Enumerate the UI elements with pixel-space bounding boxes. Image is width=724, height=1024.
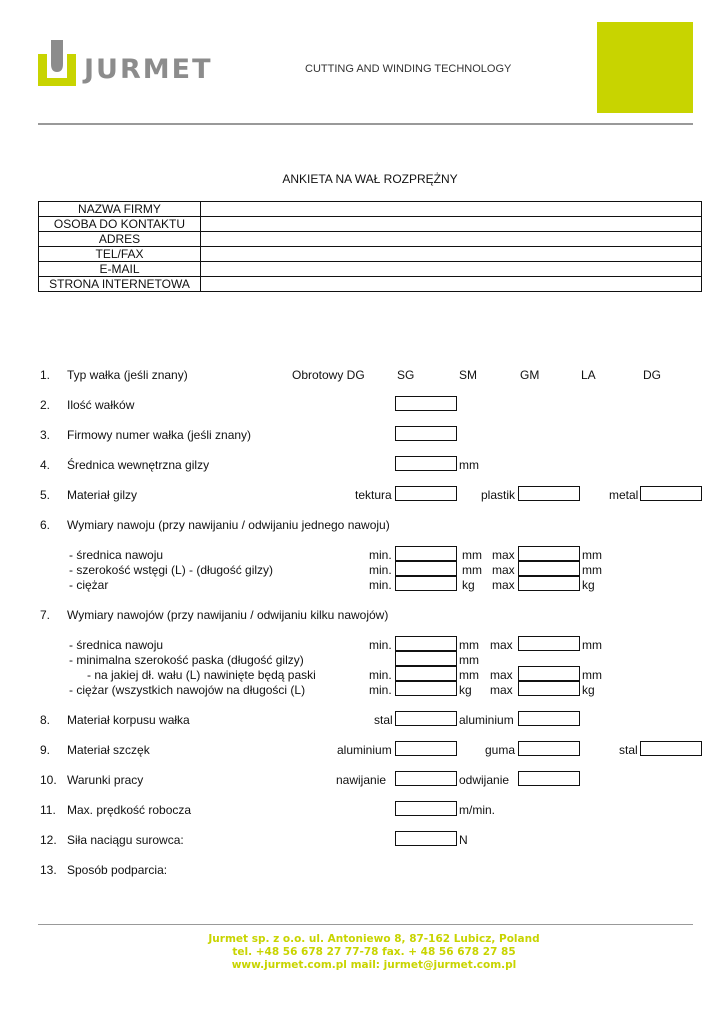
min-field[interactable] bbox=[395, 576, 457, 591]
steel-field[interactable] bbox=[395, 711, 457, 726]
unit-label: kg bbox=[582, 578, 595, 592]
question-text: Wymiary nawojów (przy nawijaniu / odwijaniu kilku nawojów) bbox=[67, 608, 389, 622]
brand-name: JURMET bbox=[84, 54, 213, 85]
question-text: Średnica wewnętrzna gilzy bbox=[67, 458, 210, 472]
min-field[interactable] bbox=[395, 561, 457, 576]
footer-divider bbox=[38, 924, 693, 925]
min-field[interactable] bbox=[395, 636, 457, 651]
option-label: nawijanie bbox=[336, 773, 387, 787]
contact-label: E-MAIL bbox=[39, 262, 201, 277]
max-field[interactable] bbox=[518, 546, 580, 561]
unit-label: m/min. bbox=[459, 803, 495, 817]
question-text: Siła naciągu surowca: bbox=[67, 833, 184, 847]
min-label: min. bbox=[369, 668, 392, 682]
aluminium-field[interactable] bbox=[518, 711, 580, 726]
steel-field[interactable] bbox=[640, 741, 702, 756]
unit-label: mm bbox=[462, 563, 482, 577]
row-label: - szerokość wstęgi (L) - (długość gilzy) bbox=[69, 563, 274, 577]
max-speed-field[interactable] bbox=[395, 801, 457, 816]
question-text: Max. prędkość robocza bbox=[67, 803, 192, 817]
unit-label: kg bbox=[459, 683, 472, 697]
header-divider bbox=[38, 123, 693, 125]
unit-label: mm bbox=[582, 548, 602, 562]
core-diameter-field[interactable] bbox=[395, 456, 457, 471]
table-row bbox=[39, 277, 702, 292]
max-label: max bbox=[490, 683, 513, 697]
row-label: - ciężar bbox=[69, 578, 109, 592]
max-field[interactable] bbox=[518, 576, 580, 591]
option-label: plastik bbox=[481, 488, 516, 502]
contact-field[interactable] bbox=[201, 247, 702, 262]
table-row bbox=[39, 217, 702, 232]
roller-type-option[interactable]: SM bbox=[459, 368, 477, 382]
unwinding-field[interactable] bbox=[518, 771, 580, 786]
option-label: aluminium bbox=[337, 743, 392, 757]
aluminium-field[interactable] bbox=[395, 741, 457, 756]
table-row bbox=[39, 202, 702, 217]
max-field[interactable] bbox=[518, 561, 580, 576]
max-label: max bbox=[490, 668, 513, 682]
footer-phone: tel. +48 56 678 27 77-78 fax. + 48 56 678 27 85 bbox=[232, 946, 516, 958]
roller-number-field[interactable] bbox=[395, 426, 457, 441]
roller-type-option[interactable]: GM bbox=[520, 368, 540, 382]
question-number: 9. bbox=[40, 743, 51, 757]
question-number: 8. bbox=[40, 713, 51, 727]
row-label: - średnica nawoju bbox=[69, 638, 164, 652]
metal-field[interactable] bbox=[640, 486, 702, 501]
tension-field[interactable] bbox=[395, 831, 457, 846]
question-number: 1. bbox=[40, 368, 51, 382]
tagline: CUTTING AND WINDING TECHNOLOGY bbox=[305, 63, 512, 75]
row-label: - minimalna szerokość paska (długość gilzy) bbox=[69, 653, 304, 667]
page-title: ANKIETA NA WAŁ ROZPRĘŻNY bbox=[282, 172, 458, 186]
option-label: aluminium bbox=[459, 713, 514, 727]
contact-label: NAZWA FIRMY bbox=[39, 202, 201, 217]
question-number: 13. bbox=[40, 863, 57, 877]
roller-type-option[interactable]: SG bbox=[397, 368, 415, 382]
question-number: 12. bbox=[40, 833, 57, 847]
option-label: tektura bbox=[355, 488, 392, 502]
min-field[interactable] bbox=[395, 681, 457, 696]
max-field[interactable] bbox=[518, 666, 580, 681]
table-row bbox=[39, 232, 702, 247]
question-text: Ilość wałków bbox=[67, 398, 135, 412]
question-text: Firmowy numer wałka (jeśli znany) bbox=[67, 428, 252, 442]
min-field[interactable] bbox=[395, 666, 457, 681]
option-label: metal bbox=[609, 488, 639, 502]
cardboard-field[interactable] bbox=[395, 486, 457, 501]
min-label: min. bbox=[369, 683, 392, 697]
min-label: min. bbox=[369, 548, 392, 562]
min-label: min. bbox=[369, 563, 392, 577]
unit-label: mm bbox=[582, 668, 602, 682]
question-text: Wymiary nawoju (przy nawijaniu / odwijaniu jednego nawoju) bbox=[67, 518, 390, 532]
table-row bbox=[39, 262, 702, 277]
question-text: Warunki pracy bbox=[67, 773, 144, 787]
roller-type-option[interactable]: DG bbox=[643, 368, 661, 382]
jurmet-logo-icon bbox=[38, 40, 76, 86]
min-label: min. bbox=[369, 638, 392, 652]
contact-field[interactable] bbox=[201, 202, 702, 217]
unit-label: mm bbox=[459, 458, 479, 472]
row-label: - na jakiej dł. wału (L) nawinięte będą paski bbox=[87, 668, 316, 682]
contact-label: STRONA INTERNETOWA bbox=[39, 277, 201, 292]
row-label: - średnica nawoju bbox=[69, 548, 164, 562]
roller-count-field[interactable] bbox=[395, 396, 457, 411]
question-text: Materiał korpusu wałka bbox=[67, 713, 190, 727]
option-label: stal bbox=[619, 743, 638, 757]
contact-label: ADRES bbox=[39, 232, 201, 247]
min-label: min. bbox=[369, 578, 392, 592]
unit-label: mm bbox=[459, 653, 479, 667]
question-number: 5. bbox=[40, 488, 51, 502]
winding-field[interactable] bbox=[395, 771, 457, 786]
max-label: max bbox=[492, 578, 515, 592]
question-number: 4. bbox=[40, 458, 51, 472]
question-text: Materiał gilzy bbox=[67, 488, 138, 502]
contact-label: OSOBA DO KONTAKTU bbox=[39, 217, 201, 232]
unit-label: mm bbox=[462, 548, 482, 562]
contact-field[interactable] bbox=[201, 277, 702, 292]
footer-web[interactable]: www.jurmet.com.pl mail: jurmet@jurmet.com.pl bbox=[231, 959, 517, 971]
question-number: 7. bbox=[40, 608, 51, 622]
option-label: guma bbox=[485, 743, 516, 757]
row-label: - ciężar (wszystkich nawojów na długości (L) bbox=[69, 683, 306, 697]
min-field[interactable] bbox=[395, 546, 457, 561]
question-number: 3. bbox=[40, 428, 51, 442]
unit-label: mm bbox=[459, 668, 479, 682]
contact-label: TEL/FAX bbox=[39, 247, 201, 262]
table-row bbox=[39, 247, 702, 262]
max-label: max bbox=[490, 638, 513, 652]
question-text: Sposób podparcia: bbox=[67, 863, 168, 877]
brand-color-block bbox=[597, 22, 693, 113]
question-number: 10. bbox=[40, 773, 57, 787]
option-label: stal bbox=[374, 713, 393, 727]
unit-label: N bbox=[459, 833, 468, 847]
roller-type-option[interactable]: Obrotowy DG bbox=[292, 368, 365, 382]
contact-table bbox=[38, 201, 702, 292]
roller-type-option[interactable]: LA bbox=[581, 368, 596, 382]
max-field[interactable] bbox=[518, 681, 580, 696]
unit-label: mm bbox=[582, 563, 602, 577]
question-text: Materiał szczęk bbox=[67, 743, 150, 757]
plastic-field[interactable] bbox=[518, 486, 580, 501]
unit-label: kg bbox=[462, 578, 475, 592]
rubber-field[interactable] bbox=[518, 741, 580, 756]
unit-label: mm bbox=[459, 638, 479, 652]
unit-label: mm bbox=[582, 638, 602, 652]
unit-label: kg bbox=[582, 683, 595, 697]
question-number: 2. bbox=[40, 398, 51, 412]
contact-field[interactable] bbox=[201, 217, 702, 232]
option-label: odwijanie bbox=[459, 773, 510, 787]
max-label: max bbox=[492, 548, 515, 562]
contact-field[interactable] bbox=[201, 262, 702, 277]
max-label: max bbox=[492, 563, 515, 577]
question-number: 11. bbox=[40, 803, 56, 817]
question-number: 6. bbox=[40, 518, 51, 532]
question-text: Typ wałka (jeśli znany) bbox=[67, 368, 188, 382]
footer-address: Jurmet sp. z o.o. ul. Antoniewo 8, 87-162 Lubicz, Poland bbox=[208, 933, 540, 945]
min-strip-width-field[interactable] bbox=[395, 651, 457, 666]
contact-field[interactable] bbox=[201, 232, 702, 247]
max-field[interactable] bbox=[518, 636, 580, 651]
